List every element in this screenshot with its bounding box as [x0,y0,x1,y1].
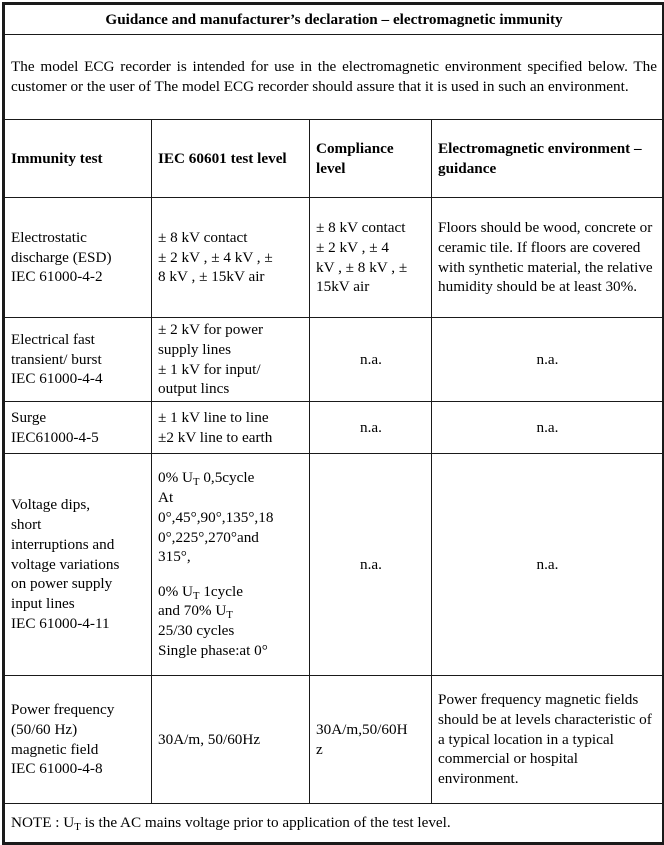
line: and 70% $U_T$ [158,602,233,622]
table-row [4,318,664,402]
cell-environment-guidance-power-frequency: Power frequency magnetic fields should be at levels characteristic of a typical location in a typical commercial or hospital environment. [432,676,664,804]
cell-immunity-test-power-frequency [4,676,152,804]
line: 315°, [158,548,191,566]
line: ± 2 kV , ± 4 [316,238,389,256]
line: IEC 61000-4-11 [11,614,110,632]
line: 25/30 cycles [158,622,235,640]
line: magnetic field [11,740,99,758]
blank-line [158,567,304,581]
line: short [11,516,42,534]
line: ±2 kV line to earth [158,428,273,446]
table-title-row [4,4,664,35]
note-prefix: NOTE : U [11,814,75,832]
line: 8 kV , ± 15kV air [158,268,265,286]
cell-immunity-test-surge [4,402,152,454]
cell-compliance-level-surge: n.a. [310,402,432,454]
cell-immunity-test-eft [4,318,152,402]
line: Electrical fast [11,330,95,348]
table-header-row [4,120,664,198]
cell-iec-test-level-eft [152,318,310,402]
cell-environment-guidance-eft: n.a. [432,318,664,402]
emc-immunity-document [0,2,664,836]
cell-iec-test-level-surge [152,402,310,454]
line: ± 8 kV contact [158,228,248,246]
cell-iec-test-level-power-frequency: 30A/m, 50/60Hz [152,676,310,804]
line: Voltage dips, [11,496,91,514]
line: Electrostatic [11,228,87,246]
line: 0% $U_T$ 1cycle [158,582,243,602]
column-header-compliance-level: Compliance level [310,120,432,198]
line: 15kV air [316,278,370,296]
line: (50/60 Hz) [11,720,78,738]
line: input lines [11,595,75,613]
line: 0°,225°,270°and [158,528,259,546]
line: Surge [11,408,47,426]
table-row [4,198,664,318]
line: ± 1 kV line to line [158,408,269,426]
cell-compliance-level-power-frequency [310,676,432,804]
line: 30A/m,50/60H [316,720,408,738]
table-intro-row [4,35,664,120]
line: supply lines [158,340,231,358]
line: At [158,489,174,507]
line: z [316,740,323,758]
cell-environment-guidance-surge: n.a. [432,402,664,454]
emc-immunity-table [2,2,664,845]
cell-iec-test-level-esd [152,198,310,318]
cell-environment-guidance-esd: Floors should be wood, concrete or ceramic tile. If floors are covered with synthetic material, the relative humidity should be at least 30%. [432,198,664,318]
cell-iec-test-level-voltage-dips [152,454,310,676]
line: voltage variations [11,555,120,573]
line: ± 1 kV for input/ [158,360,261,378]
subscript-t: T [226,610,233,622]
table-row [4,676,664,804]
table-note [4,804,664,844]
subscript-t: T [193,590,200,602]
subscript-t: T [193,477,200,489]
line: Power frequency [11,701,115,718]
line: transient/ burst [11,350,102,368]
cell-compliance-level-eft: n.a. [310,318,432,402]
cell-environment-guidance-voltage-dips: n.a. [432,454,664,676]
table-note-row [4,804,664,844]
document-title: Guidance and manufacturer’s declaration – electromagnetic immunity [4,4,664,35]
line: ± 8 kV contact [316,219,406,236]
column-header-environment-guidance: Electromagnetic environment – guidance [432,120,664,198]
line: IEC 61000-4-4 [11,370,103,388]
line: IEC 61000-4-2 [11,268,103,286]
cell-compliance-level-voltage-dips: n.a. [310,454,432,676]
line: 0% $U_T$ 0,5cycle [158,469,255,489]
line: kV , ± 8 kV , ± [316,258,408,276]
line: output lincs [158,380,230,398]
line: 0°,45°,90°,135°,18 [158,508,274,526]
cell-immunity-test-esd [4,198,152,318]
line: discharge (ESD) [11,248,112,266]
note-subscript: T [74,822,81,834]
line: ± 2 kV for power [158,321,264,338]
line: Single phase:at 0° [158,641,268,659]
line: ± 2 kV , ± 4 kV , ± [158,248,273,266]
line: IEC 61000-4-8 [11,760,103,778]
cell-compliance-level-esd [310,198,432,318]
line: interruptions and [11,535,115,553]
line: IEC61000-4-5 [11,428,99,446]
cell-immunity-test-voltage-dips [4,454,152,676]
column-header-immunity-test: Immunity test [4,120,152,198]
line: on power supply [11,575,113,593]
column-header-iec-test-level: IEC 60601 test level [152,120,310,198]
document-intro-paragraph: The model ECG recorder is intended for use in the electromagnetic environment specified below. The customer or the user of The model ECG recorder should assure that it is used in such an environment. [4,35,664,120]
table-row [4,402,664,454]
table-row [4,454,664,676]
note-suffix: is the AC mains voltage prior to application of the test level. [80,814,451,832]
